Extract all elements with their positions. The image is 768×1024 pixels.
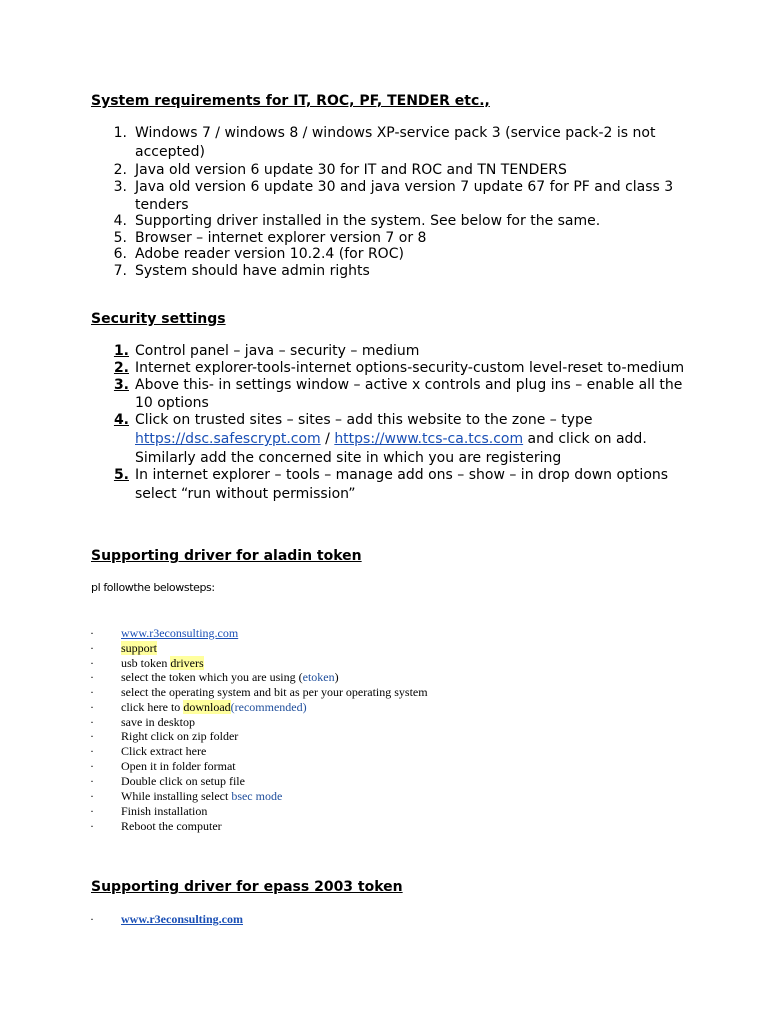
safescrypt-link[interactable]: https://dsc.safescrypt.com <box>135 431 321 447</box>
heading-epass-driver: Supporting driver for epass 2003 token <box>91 879 403 895</box>
heading-system-requirements: System requirements for IT, ROC, PF, TENDER etc., <box>91 93 490 109</box>
r3econsulting-link[interactable]: www.r3econsulting.com <box>121 626 239 640</box>
r3econsulting-link[interactable]: www.r3econsulting.com <box>121 912 243 926</box>
heading-security-settings: Security settings <box>91 311 226 327</box>
steps-intro: pl followthe belowsteps: <box>91 581 215 594</box>
tcs-ca-link[interactable]: https://www.tcs-ca.tcs.com <box>334 431 524 447</box>
heading-aladin-driver: Supporting driver for aladin token <box>91 548 362 564</box>
